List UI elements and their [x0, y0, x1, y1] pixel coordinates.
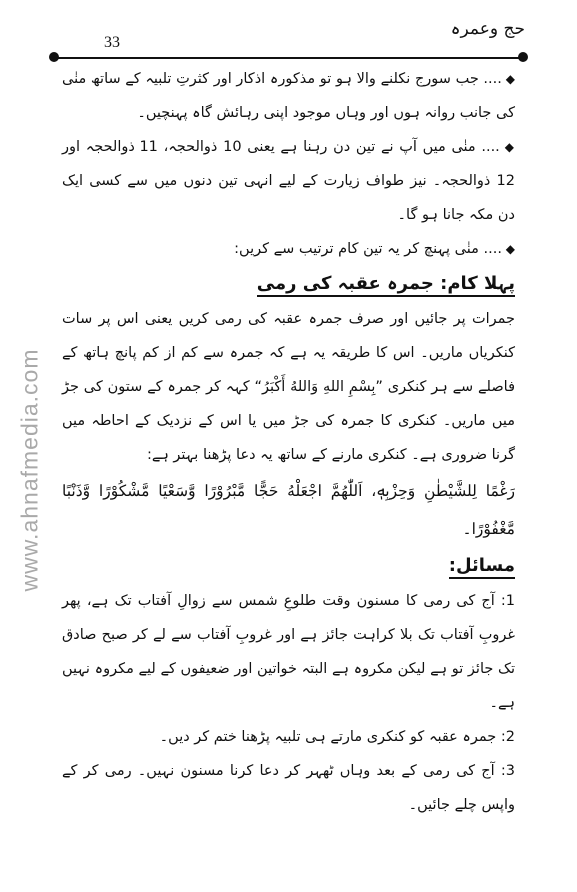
header-rule	[54, 57, 523, 59]
page-body	[62, 62, 515, 822]
section-heading	[62, 266, 515, 302]
bullet-item: ◆ .... منٰی پہنچ کر یہ تین کام ترتیب سے کریں:	[62, 232, 515, 266]
dua-text: رَغْمًا لِلشَّيْطٰنِ وَحِزْبِهٖ، اَللّٰهُمَّ اجْعَلْهُ حَجًّا مَّبْرُوْرًا وَّسَعْيًا مَّشْكُوْرًا وَّذَنْبًا مَّغْفُوْرًا۔	[62, 482, 515, 538]
running-title: حج وعمرہ	[450, 19, 525, 39]
bullet-item: ◆ .... منٰی میں آپ نے تین دن رہنا ہے یعنی 10 ذوالحجہ، 11 ذوالحجہ اور 12 ذوالحجہ۔ نیز طواف زیارت کے لیے انہی تین دنوں میں سے کسی ایک دن مکہ جانا ہو گا۔	[62, 130, 515, 232]
rule-dot-right	[518, 52, 528, 62]
issue-item: 3: آج کی رمی کے بعد وہاں ٹھہر کر دعا کرنا مسنون نہیں۔ رمی کر کے واپس چلے جائیں۔	[62, 763, 515, 813]
rule-dot-left	[49, 52, 59, 62]
issue-item: 2: جمرہ عقبہ کو کنکری مارتے ہی تلبیہ پڑھنا ختم کر دیں۔	[159, 729, 515, 745]
page-number: 33	[104, 34, 120, 51]
section-heading-text: پہلا کام: جمرہ عقبہ کی رمی	[257, 273, 515, 297]
site-watermark: www.ahnafmedia.com	[16, 348, 43, 592]
paragraph: جمرات پر جائیں اور صرف جمرہ عقبہ کی رمی کریں یعنی اس پر سات کنکریاں ماریں۔ اس کا طریقہ یہ ہے کہ جمرہ سے کم از کم پانچ ہاتھ کے فاصلے سے ہر کنکری ”بِسْمِ اللهِ وَاللهُ أَكْبَرُ“ کہہ کر جمرہ کے ستون کی جڑ میں ماریں۔ کنکری کا جمرہ کی جڑ میں یا اس کے نزدیک کے احاطہ میں گرنا ضروری ہے۔ کنکری مارنے کے ساتھ یہ دعا پڑھنا بہتر ہے:	[62, 311, 515, 463]
bullet-item: ◆ .... جب سورج نکلنے والا ہو تو مذکورہ اذکار اور کثرتِ تلبیہ کے ساتھ منٰی کی جانب روانہ ہوں اور وہاں موجود اپنی رہائش گاہ پہنچیں۔	[62, 62, 515, 130]
section-heading	[62, 548, 515, 584]
section-heading-text: مسائل:	[449, 555, 515, 579]
issue-item: 1: آج کی رمی کا مسنون وقت طلوعِ شمس سے زوالِ آفتاب تک ہے، پھر غروبِ آفتاب تک بلا کراہت جائز ہے اور غروبِ آفتاب سے لے کر صبح صادق تک جائز تو ہے لیکن مکروہ ہے البتہ خواتین اور ضعیفوں کے لیے مکروہ نہیں ہے۔	[62, 593, 515, 711]
